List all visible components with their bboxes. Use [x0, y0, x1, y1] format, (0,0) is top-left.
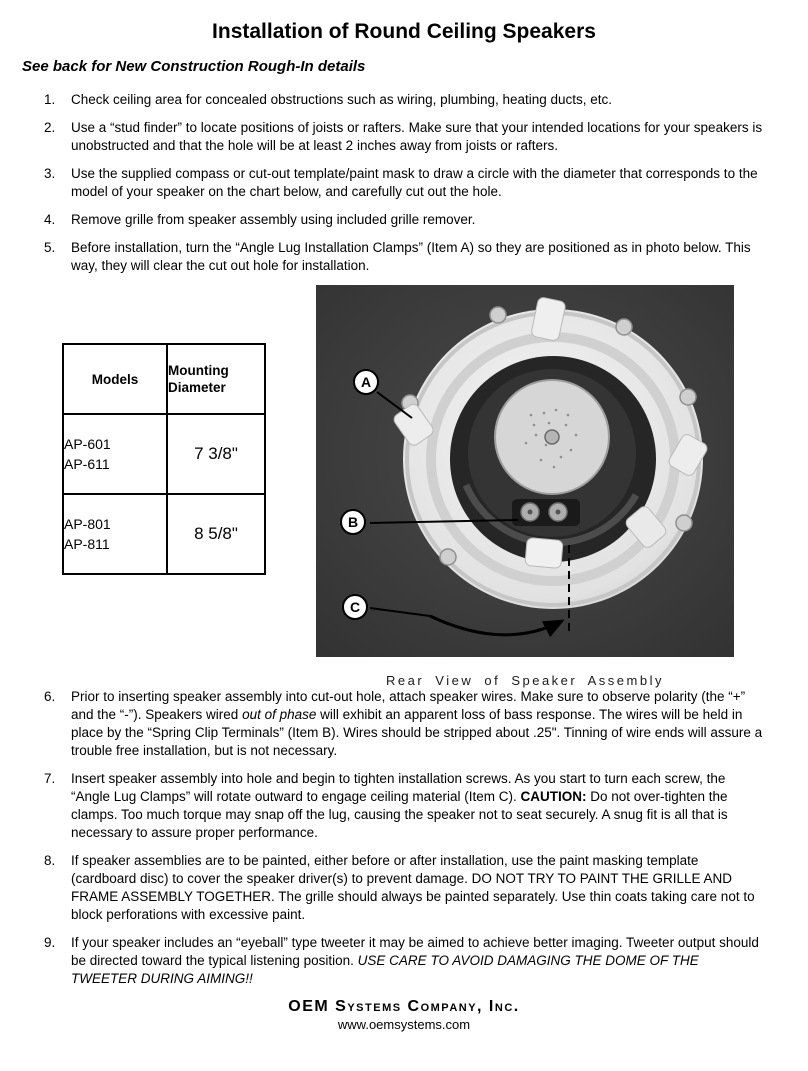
- page-subtitle: See back for New Construction Rough-In details: [22, 58, 366, 75]
- speaker-rear-photo: [316, 285, 734, 657]
- step-number: 6.: [44, 689, 56, 704]
- callout-letter: B: [347, 514, 359, 530]
- magnet-center-screw: [545, 430, 559, 444]
- model-name: AP-801: [64, 516, 111, 532]
- mounting-diameter-value: 7 3/8": [167, 414, 265, 494]
- step-9-warning: USE CARE TO AVOID DAMAGING THE DOME OF THE TWEETER DURING AIMING!!: [71, 953, 699, 986]
- step-item-7: [44, 770, 766, 842]
- model-names-cell: [63, 414, 167, 494]
- step-9-text-pre: If your speaker includes an “eyeball” type tweeter it may be aimed to achieve better imaging. Tweeter output should be directed toward the typical listening position.: [71, 935, 759, 968]
- photo-column: [316, 285, 734, 688]
- step-text: Check ceiling area for concealed obstructions such as wiring, plumbing, heating ducts, etc.: [71, 92, 613, 107]
- table-header-row: [63, 344, 265, 414]
- table-header-diameter: Mounting Diameter: [167, 344, 265, 414]
- model-name: AP-601: [64, 436, 111, 452]
- step-6-text-pre: Prior to inserting speaker assembly into cut-out hole, attach speaker wires. Make sure to observe polarity (the “+” and the “-”). Speakers wired: [71, 689, 746, 722]
- step-number: 7.: [44, 771, 56, 786]
- instructions-top-list: [44, 91, 788, 275]
- speaker-photo-svg: [316, 285, 734, 657]
- step-item-6: [44, 688, 766, 760]
- callout-letter: A: [360, 374, 372, 390]
- middle-band: [62, 285, 788, 688]
- step-7-text-pre: Insert speaker assembly into hole and begin to tighten installation screws. As you start to turn each screw, the “Angle Lug Clamps” will rotate outward to engage ceiling material (Item C).: [71, 771, 726, 804]
- step-6-text-post: will exhibit an apparent loss of bass response. The wires will be held in place by the “Spring Clip Terminals” (Item B). Wires should be stripped about .25". Tinning of wire ends will assure a trouble free installation, but is not necessary.: [71, 707, 763, 758]
- step-number: 9.: [44, 935, 56, 950]
- spec-table-wrap: [62, 343, 266, 575]
- company-name: OEM Systems Company, Inc.: [288, 998, 520, 1015]
- model-name: AP-611: [64, 456, 110, 472]
- step-text: Use a “stud finder” to locate positions of joists or rafters. Make sure that your intended locations for your speakers is unobstructed and that the hole will be at least 2 inches away from joists or rafters.: [71, 120, 763, 153]
- spring-clip-terminals: [512, 499, 580, 526]
- step-number: 8.: [44, 853, 56, 868]
- mounting-diameter-value: 8 5/8": [167, 494, 265, 574]
- step-number: 2.: [44, 120, 56, 135]
- step-6-emphasis: out of phase: [242, 707, 317, 722]
- step-text: [71, 688, 766, 760]
- company-website: www.oemsystems.com: [337, 1017, 471, 1032]
- step-item-8: [44, 852, 766, 924]
- step-item-5: [44, 239, 766, 275]
- step-text: [71, 770, 766, 842]
- model-names-cell: [63, 494, 167, 574]
- callout-letter: C: [349, 599, 361, 615]
- clamp-bottom-center: [525, 537, 563, 568]
- page-footer: [20, 998, 788, 1032]
- mounting-diameter-table: [62, 343, 266, 575]
- step-text: If speaker assemblies are to be painted, either before or after installation, use the paint masking template (cardboard disc) to cover the speaker driver(s) to prevent damage. DO NOT TRY TO PAINT THE GRILLE AND FRAME ASSEMBLY TOGETHER. The grille should always be painted separately. Use thin coats taking care not to block perforations with excessive paint.: [71, 853, 755, 922]
- step-text: Before installation, turn the “Angle Lug Installation Clamps” (Item A) so they are positioned as in photo below. This way, they will clear the cut out hole for installation.: [71, 240, 751, 273]
- step-number: 5.: [44, 240, 56, 255]
- photo-caption: Rear View of Speaker Assembly: [386, 673, 664, 688]
- callout-label-b: [340, 509, 366, 535]
- table-row-ap600: [63, 414, 265, 494]
- step-item-1: [44, 91, 766, 109]
- instructions-bottom-list: [44, 688, 788, 988]
- callout-label-a: [353, 369, 379, 395]
- step-item-4: [44, 211, 766, 229]
- table-row-ap800: [63, 494, 265, 574]
- step-number: 4.: [44, 212, 56, 227]
- step-7-text-post: Do not over-tighten the clamps. Too much torque may snap off the lug, causing the speaker not to seat securely. A snug fit is all that is necessary to assure proper performance.: [71, 789, 728, 840]
- step-7-caution: CAUTION:: [520, 789, 587, 804]
- table-header-models: Models: [63, 344, 167, 414]
- model-name: AP-811: [64, 536, 110, 552]
- step-text: [71, 934, 766, 988]
- step-item-3: [44, 165, 766, 201]
- step-number: 3.: [44, 166, 56, 181]
- step-number: 1.: [44, 92, 56, 107]
- step-item-2: [44, 119, 766, 155]
- step-item-9: [44, 934, 766, 988]
- step-text: Use the supplied compass or cut-out template/paint mask to draw a circle with the diameter that corresponds to the model of your speaker on the chart below, and carefully cut out the hole.: [71, 166, 758, 199]
- page-title: Installation of Round Ceiling Speakers: [212, 20, 596, 43]
- callout-label-c: [342, 594, 368, 620]
- step-text: Remove grille from speaker assembly using included grille remover.: [71, 212, 476, 227]
